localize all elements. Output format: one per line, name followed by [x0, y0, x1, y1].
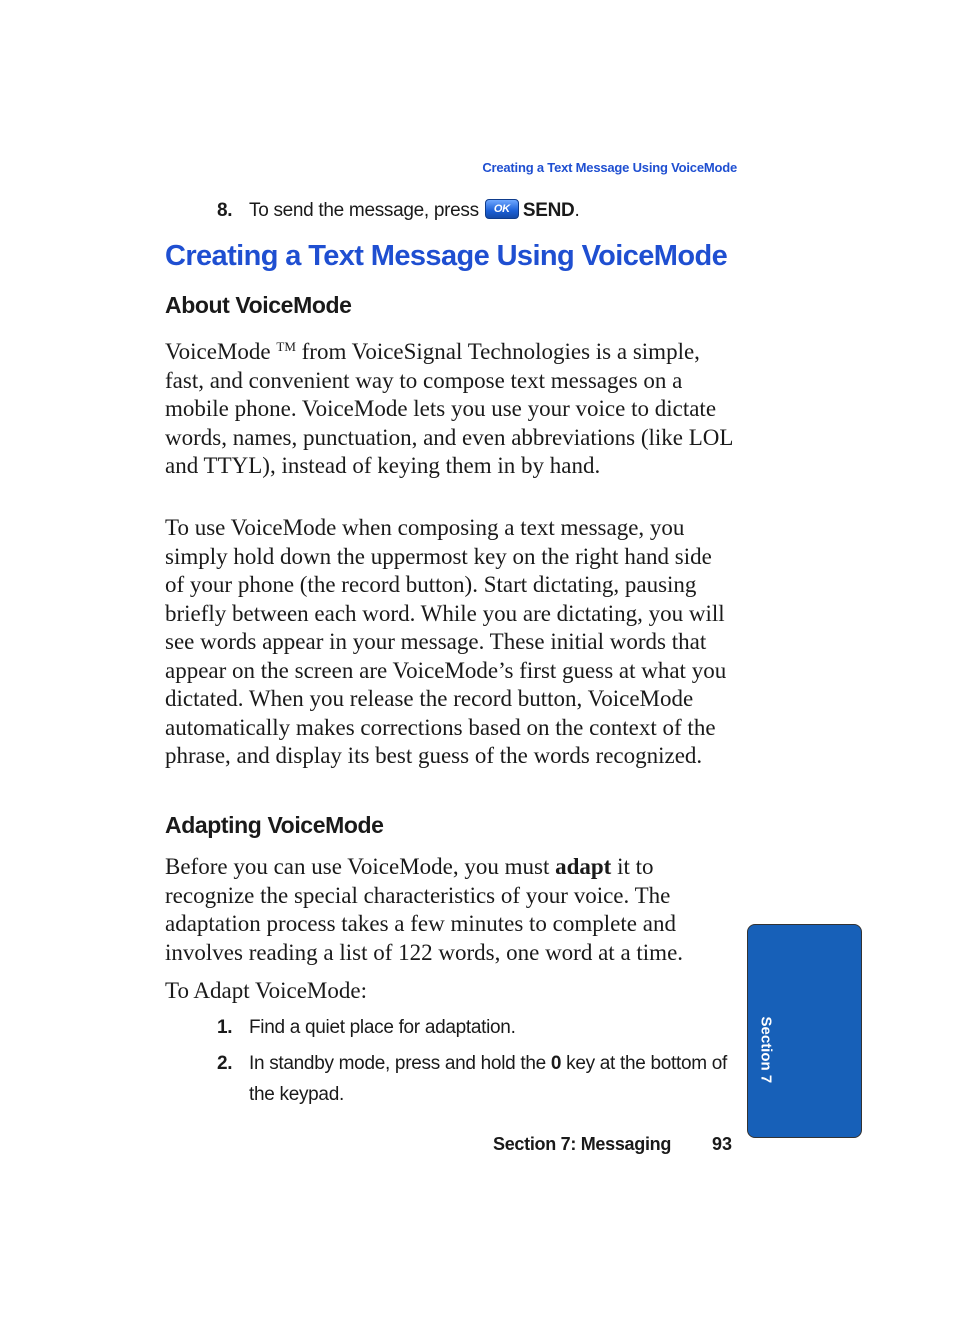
step-text-before: To send the message, press [249, 200, 479, 221]
adapting-paragraph-2: To Adapt VoiceMode: [165, 978, 367, 1003]
step-text-before: In standby mode, press and hold the [249, 1053, 546, 1074]
step-text-after: key at the bottom of the keypad. [249, 1053, 727, 1105]
step-text: Find a quiet place for adaptation. [249, 1017, 516, 1038]
about-paragraph-2: To use VoiceMode when composing a text message, you simply hold down the uppermost key on the right hand side of your phone (the record button). Start dictating, pausing briefly between each word. While you are dictating, you will see words appear in your message. These initial words that appear on the screen are VoiceMode’s first guess at what you dictated. When you release the record button, VoiceMode automatically makes corrections based on the context of the phrase, and display its best guess of the words recognized. [165, 515, 727, 768]
adapt-step-1 [217, 1012, 737, 1043]
send-word: SEND [522, 200, 575, 221]
running-head: Creating a Text Message Using VoiceMode [482, 160, 737, 175]
step-send [217, 195, 737, 226]
adapting-text-rest: it to recognize the special characteristics of your voice. The adaptation process takes a few minutes to complete and involves reading a list of 122 words, one word at a time. [165, 854, 684, 965]
adapting-text-start: Before you can use VoiceMode, you must [165, 854, 550, 879]
adapt-step-2 [217, 1048, 737, 1110]
voicemode-word: VoiceMode [165, 339, 271, 364]
step-number: 1. [217, 1017, 233, 1038]
adapting-paragraph-1 [165, 853, 735, 967]
about-paragraph-1 [165, 333, 735, 481]
footer-section: Section 7: Messaging [493, 1134, 672, 1154]
about-paragraph-1-text: from VoiceSignal Technologies is a simple, fast, and convenient way to compose text messages on a mobile phone. VoiceMode lets you use your voice to dictate words, names, punctuation, and even abbreviations (like LOL and TTYL), instead of keying them in by hand. [165, 339, 733, 478]
adapting-heading: Adapting VoiceMode [165, 812, 384, 838]
step-number: 8. [217, 200, 233, 221]
zero-key: 0 [550, 1053, 562, 1074]
step-text-after: . [574, 200, 580, 221]
ok-key-icon [485, 199, 519, 219]
step-text [249, 1048, 737, 1110]
trademark-mark: TM [276, 339, 296, 354]
about-heading: About VoiceMode [165, 292, 352, 318]
page-number: 93 [712, 1134, 733, 1154]
step-number: 2. [217, 1053, 233, 1074]
section-title: Creating a Text Message Using VoiceMode [165, 240, 728, 272]
ok-key-label: OK [493, 203, 510, 215]
adapt-word: adapt [555, 854, 612, 879]
step-text [249, 195, 737, 226]
section-tab-label: Section 7 [757, 1016, 775, 1084]
